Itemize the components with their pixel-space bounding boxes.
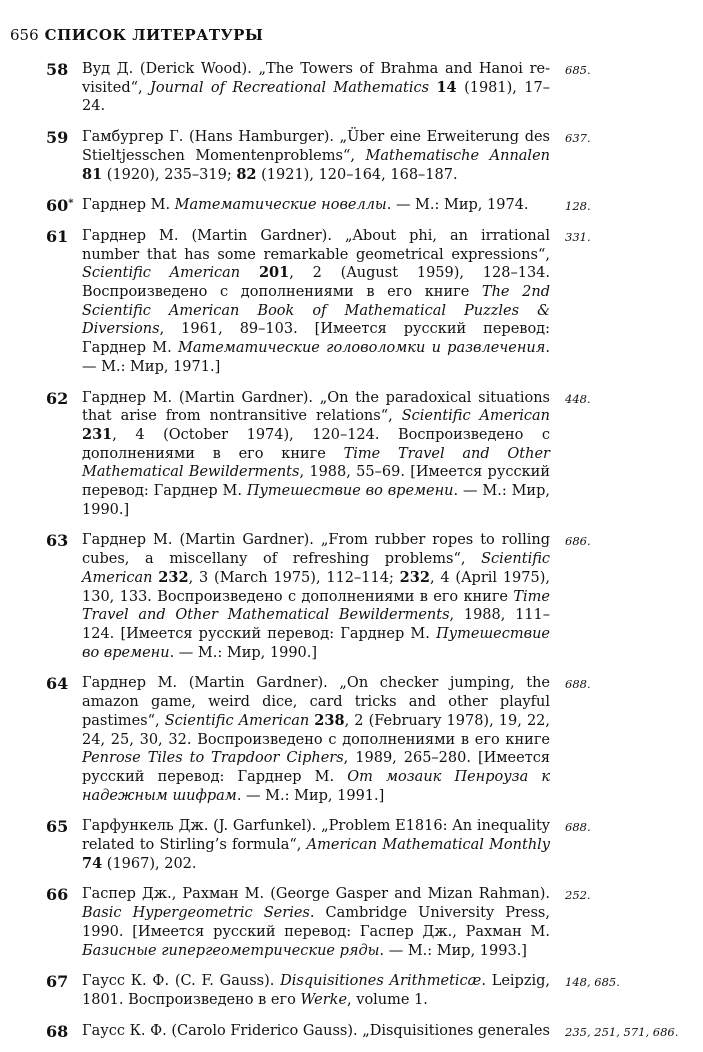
entry-text: Гарднер М. (Martin Gardner). „From rubber ropes to rolling cubes, a miscellany of refreshing problems“, Scientific American 232, 3 (March 1975), 112–114; 232, 4 (April 1975), 130, 133. Воспроизведено с дополнениями в его книге Time Travel and Other Mathematical Bewilderments, 1988, 111–124. [Имеется русский перевод: Гарднер М. Путешествие во времени. — М.: Мир, 1990.] bbox=[82, 532, 551, 661]
entry-text: Гарднер М. (Martin Gardner). „On the paradoxical situations that arise from nontransitive relations“, Scientific American 231, 4 (October 1974), 120–124. Воспроизведено с дополнениями в его книге Time Travel and Other Mathematical Bewilderments, 1988, 55–69. [Имеется русский перевод: Гарднер М. Путешествие во времени. — М.: Мир, 1990.] bbox=[82, 389, 551, 518]
entry-text: Гарднер М. Математические новеллы. — М.: Мир, 1974. bbox=[82, 197, 529, 214]
entry-page-refs: 637. bbox=[565, 131, 591, 146]
entry-page-refs: 128. bbox=[565, 199, 591, 214]
bib-entry bbox=[0, 1022, 703, 1041]
entry-number: 65 bbox=[46, 817, 69, 837]
page-number: 656 bbox=[10, 26, 39, 44]
entry-number: 62 bbox=[46, 388, 69, 408]
bib-entry bbox=[0, 128, 703, 184]
running-header bbox=[10, 25, 263, 45]
entry-text: Гарфункель Дж. (J. Garfunkel). „Problem E1816: An inequality related to Stirling’s formula“, American Mathematical Monthly 74 (1967), 202. bbox=[82, 818, 550, 872]
entry-page-refs: 331. bbox=[565, 229, 591, 244]
bibliography-list bbox=[0, 60, 703, 1052]
bib-entry bbox=[0, 674, 703, 805]
entry-number: 61 bbox=[46, 226, 69, 246]
entry-number: 59 bbox=[46, 128, 69, 148]
bib-entry bbox=[0, 227, 703, 377]
entry-text: Гарднер М. (Martin Gardner). „About phi, an irrational number that has some remarkable geometrical expressions“, Scientific American 201, 2 (August 1959), 128–134. Воспроизведено с дополнениями в его книге The 2nd Scientific American Book of Mathematical Puzzles & Diversions, 1961, 89–103. [Имеется русский перевод: Гарднер М. Математические головоломки и развлечения. — М.: Мир, 1971.] bbox=[82, 227, 551, 375]
entry-text: Гамбургер Г. (Hans Hamburger). „Über eine Erweiterung des Stieltjesschen Momentenproblems“, Mathematische Annalen 81 (1920), 235–319; 82 (1921), 120–164, 168–187. bbox=[82, 129, 550, 183]
entry-page-refs: 252. bbox=[565, 888, 591, 903]
page-title: СПИСОК ЛИТЕРАТУРЫ bbox=[44, 26, 264, 44]
entry-star-mark: * bbox=[68, 198, 74, 210]
entry-page-refs: 448. bbox=[565, 391, 591, 406]
bib-entry bbox=[0, 885, 703, 960]
bib-entry bbox=[0, 389, 703, 520]
entry-page-refs: 686. bbox=[565, 534, 591, 549]
entry-page-refs: 685. bbox=[565, 63, 591, 77]
bib-entry bbox=[0, 531, 703, 662]
entry-page-refs: 688. bbox=[565, 677, 591, 692]
entry-number: 58 bbox=[46, 60, 69, 79]
bib-entry bbox=[0, 60, 703, 116]
entry-number: 64 bbox=[46, 674, 69, 694]
entry-text: Вуд Д. (Derick Wood). „The Towers of Brahma and Hanoi re-visited“, Journal of Recreational Mathematics 14 (1981), 17–24. bbox=[82, 61, 551, 115]
entry-page-refs: 148, 685. bbox=[565, 975, 620, 990]
entry-page-refs: 688. bbox=[565, 820, 591, 835]
bib-entry bbox=[0, 972, 703, 1009]
bib-entry bbox=[0, 196, 703, 215]
entry-text: Гаусс К. Ф. (C. F. Gauss). Disquisitiones Arithmeticæ. Leipzig, 1801. Воспроизведено в его Werke, volume 1. bbox=[82, 973, 551, 1008]
bib-entry bbox=[0, 817, 703, 873]
entry-number: 67 bbox=[46, 972, 69, 992]
entry-text: Гаспер Дж., Рахман М. (George Gasper and Mizan Rahman). Basic Hypergeometric Series. Cambridge University Press, 1990. [Имеется русский перевод: Гаспер Дж., Рахман М. Базисные гипергеометрические ряды. — М.: Мир, 1993.] bbox=[82, 886, 550, 959]
entry-number: 68 bbox=[46, 1021, 69, 1041]
entry-text: Гарднер М. (Martin Gardner). „On checker jumping, the amazon game, weird dice, card tricks and other playful pastimes“, Scientific American 238, 2 (February 1978), 19, 22, 24, 25, 30, 32. Воспроизведено с дополнениями в его книге Penrose Tiles to Trapdoor Ciphers, 1989, 265–280. [Имеется русский перевод: Гарднер М. От мозаик Пенроуза к надежным шифрам. — М.: Мир, 1991.] bbox=[82, 675, 551, 804]
entry-number: 66 bbox=[46, 885, 69, 905]
entry-number: 63 bbox=[46, 531, 69, 551]
entry-number: 60* bbox=[46, 196, 74, 216]
entry-page-refs: 235, 251, 571, 686. bbox=[565, 1024, 679, 1039]
entry-text: Гаусс К. Ф. (Carolo Friderico Gauss). „Disquisitiones generales bbox=[82, 1022, 550, 1039]
